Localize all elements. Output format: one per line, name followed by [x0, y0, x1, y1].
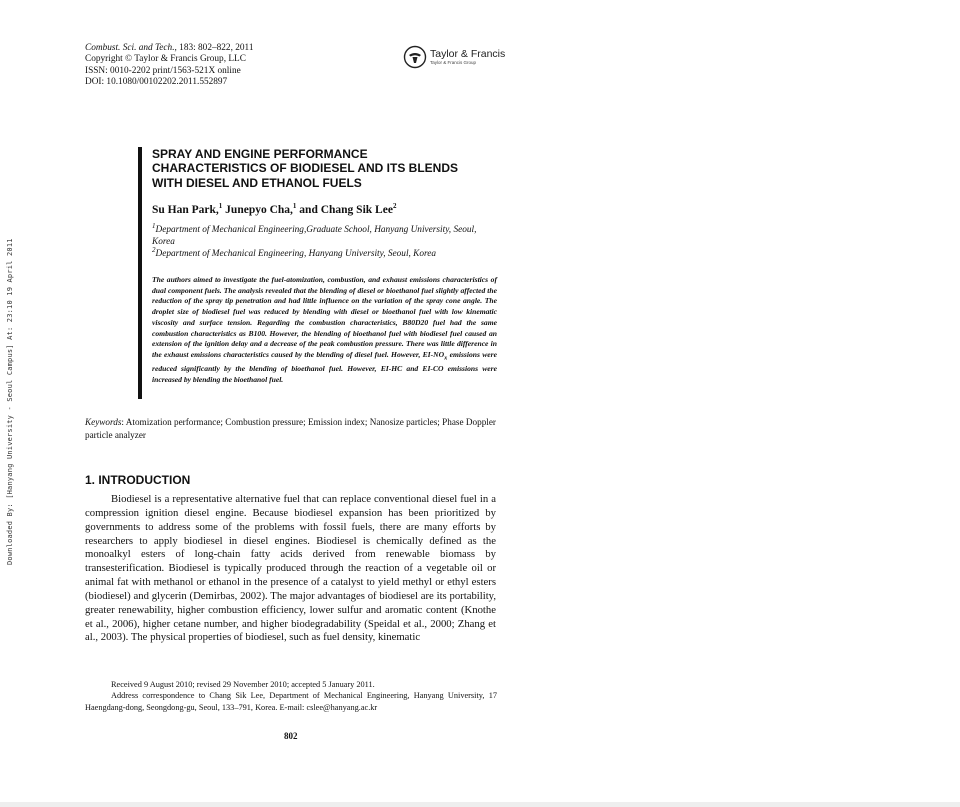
received-dates: Received 9 August 2010; revised 29 November 2010; accepted 5 January 2011.	[111, 680, 375, 689]
title-line: WITH DIESEL AND ETHANOL FUELS	[152, 175, 362, 190]
author-affiliation-mark: 2	[392, 202, 397, 210]
footnote	[85, 679, 497, 713]
author-affiliation-mark: 1	[292, 202, 297, 210]
citation-details: , 183: 802–822, 2011	[174, 43, 254, 53]
author-name: Su Han Park,	[152, 203, 219, 216]
body-text	[85, 493, 496, 645]
abstract-subscript: x	[444, 354, 448, 362]
title-block	[138, 147, 502, 399]
doi: DOI: 10.1080/00102202.2011.552897	[85, 77, 228, 88]
publisher-name: Taylor & Francis	[430, 48, 506, 60]
page-bottom-edge	[0, 802, 960, 807]
keywords	[85, 416, 497, 441]
publisher-logo	[403, 45, 505, 69]
affiliation-mark: 1	[152, 222, 156, 230]
journal-name: Combust. Sci. and Tech.	[85, 43, 175, 53]
affiliation-text: Department of Mechanical Engineering,Graduate School, Hanyang University, Seoul, Korea	[152, 225, 477, 248]
abstract-text: The authors aimed to investigate the fuel-atomization, combustion, and exhaust emissions characteristics of dual component fuels. The analysis revealed that the blending of diesel or bioethanol fuel slightly affected the reduction of the spray tip penetration and had little influence on the variation of the spray cone angle. The droplet size of biodiesel fuel was reduced by blending with diesel or bioethanol fuel with low kinematic viscosity and surface tension. Regarding the combustion characteristics, B80D20 fuel had the same combustion characteristics as B100. However, the blending of bioethanol fuel with biodiesel fuel caused an extension of the ignition delay and a decrease of the peak combustion pressure. There was little difference in the exhaust emissions characteristics caused by the blending of diesel fuel. However, EI-NO	[152, 275, 497, 359]
affiliation	[152, 244, 497, 260]
journal-info	[85, 43, 253, 89]
affiliation-text: Department of Mechanical Engineering, Hanyang University, Seoul, Korea	[155, 249, 437, 260]
author-name: Junepyo Cha,	[222, 203, 293, 216]
copyright: Copyright © Taylor & Francis Group, LLC	[85, 54, 246, 65]
abstract-text: emissions were reduced significantly by the blending of bioethanol fuel. However, EI-HC and EI-CO emissions were increased by blending the bioethanol fuel.	[152, 349, 497, 384]
article-title	[152, 147, 492, 190]
authors	[152, 202, 396, 216]
author-affiliation-mark: 1	[218, 202, 223, 210]
abstract	[152, 275, 497, 386]
taylor-francis-logo-icon	[403, 45, 427, 69]
correspondence-address: Address correspondence to Chang Sik Lee, Department of Mechanical Engineering, Hanyang University, 17 Haengdang-dong, Seongdong-gu, Seoul, 133–791, Korea. E-mail: cslee@hanyang.ac.kr	[85, 691, 497, 712]
download-stamp: Downloaded By: [Hanyang University - Seoul Campus] At: 23:10 19 April 2011	[6, 238, 14, 565]
publisher-group: Taylor & Francis Group	[430, 60, 477, 65]
author-name: and Chang Sik Lee	[296, 203, 393, 216]
publisher-logo-text	[430, 48, 505, 66]
keywords-text: : Atomization performance; Combustion pressure; Emission index; Nanosize particles; Phase Doppler particle analyzer	[85, 417, 496, 440]
keywords-label: Keywords	[85, 417, 122, 427]
title-line: SPRAY AND ENGINE PERFORMANCE	[152, 147, 368, 161]
section-heading: 1. INTRODUCTION	[85, 473, 191, 487]
issn: ISSN: 0010-2202 print/1563-521X online	[85, 65, 241, 76]
affiliation-mark: 2	[152, 246, 156, 254]
title-line: CHARACTERISTICS OF BIODIESEL AND ITS BLENDS	[152, 161, 459, 176]
body-paragraph: Biodiesel is a representative alternative fuel that can replace conventional diesel fuel in a compression ignition diesel engine. Because biodiesel expansion has been prioritized by governments to address some of the problems with fossil fuels, there are many efforts by researchers to apply biodiesel in diesel engines. Biodiesel is chemically defined as the monoalkyl esters of long-chain fatty acids derived from renewable biomass by transesterification. Biodiesel is typically produced through the reaction of a vegetable oil or animal fat with methanol or ethanol in the presence of a catalyst to yield methyl or ethyl esters (biodiesel) and glycerin (Demirbas, 2002). The major advantages of biodiesel are its portability, greater renewability, higher combustion efficiency, lower sulfur and aromatic content (Knothe et al., 2006), higher cetane number, and higher biodegradability (Speidal et al., 2000; Zhang et al., 2003). The physical properties of biodiesel, such as fuel density, kinematic	[85, 493, 496, 644]
citation	[85, 43, 253, 54]
page-number: 802	[284, 731, 298, 741]
